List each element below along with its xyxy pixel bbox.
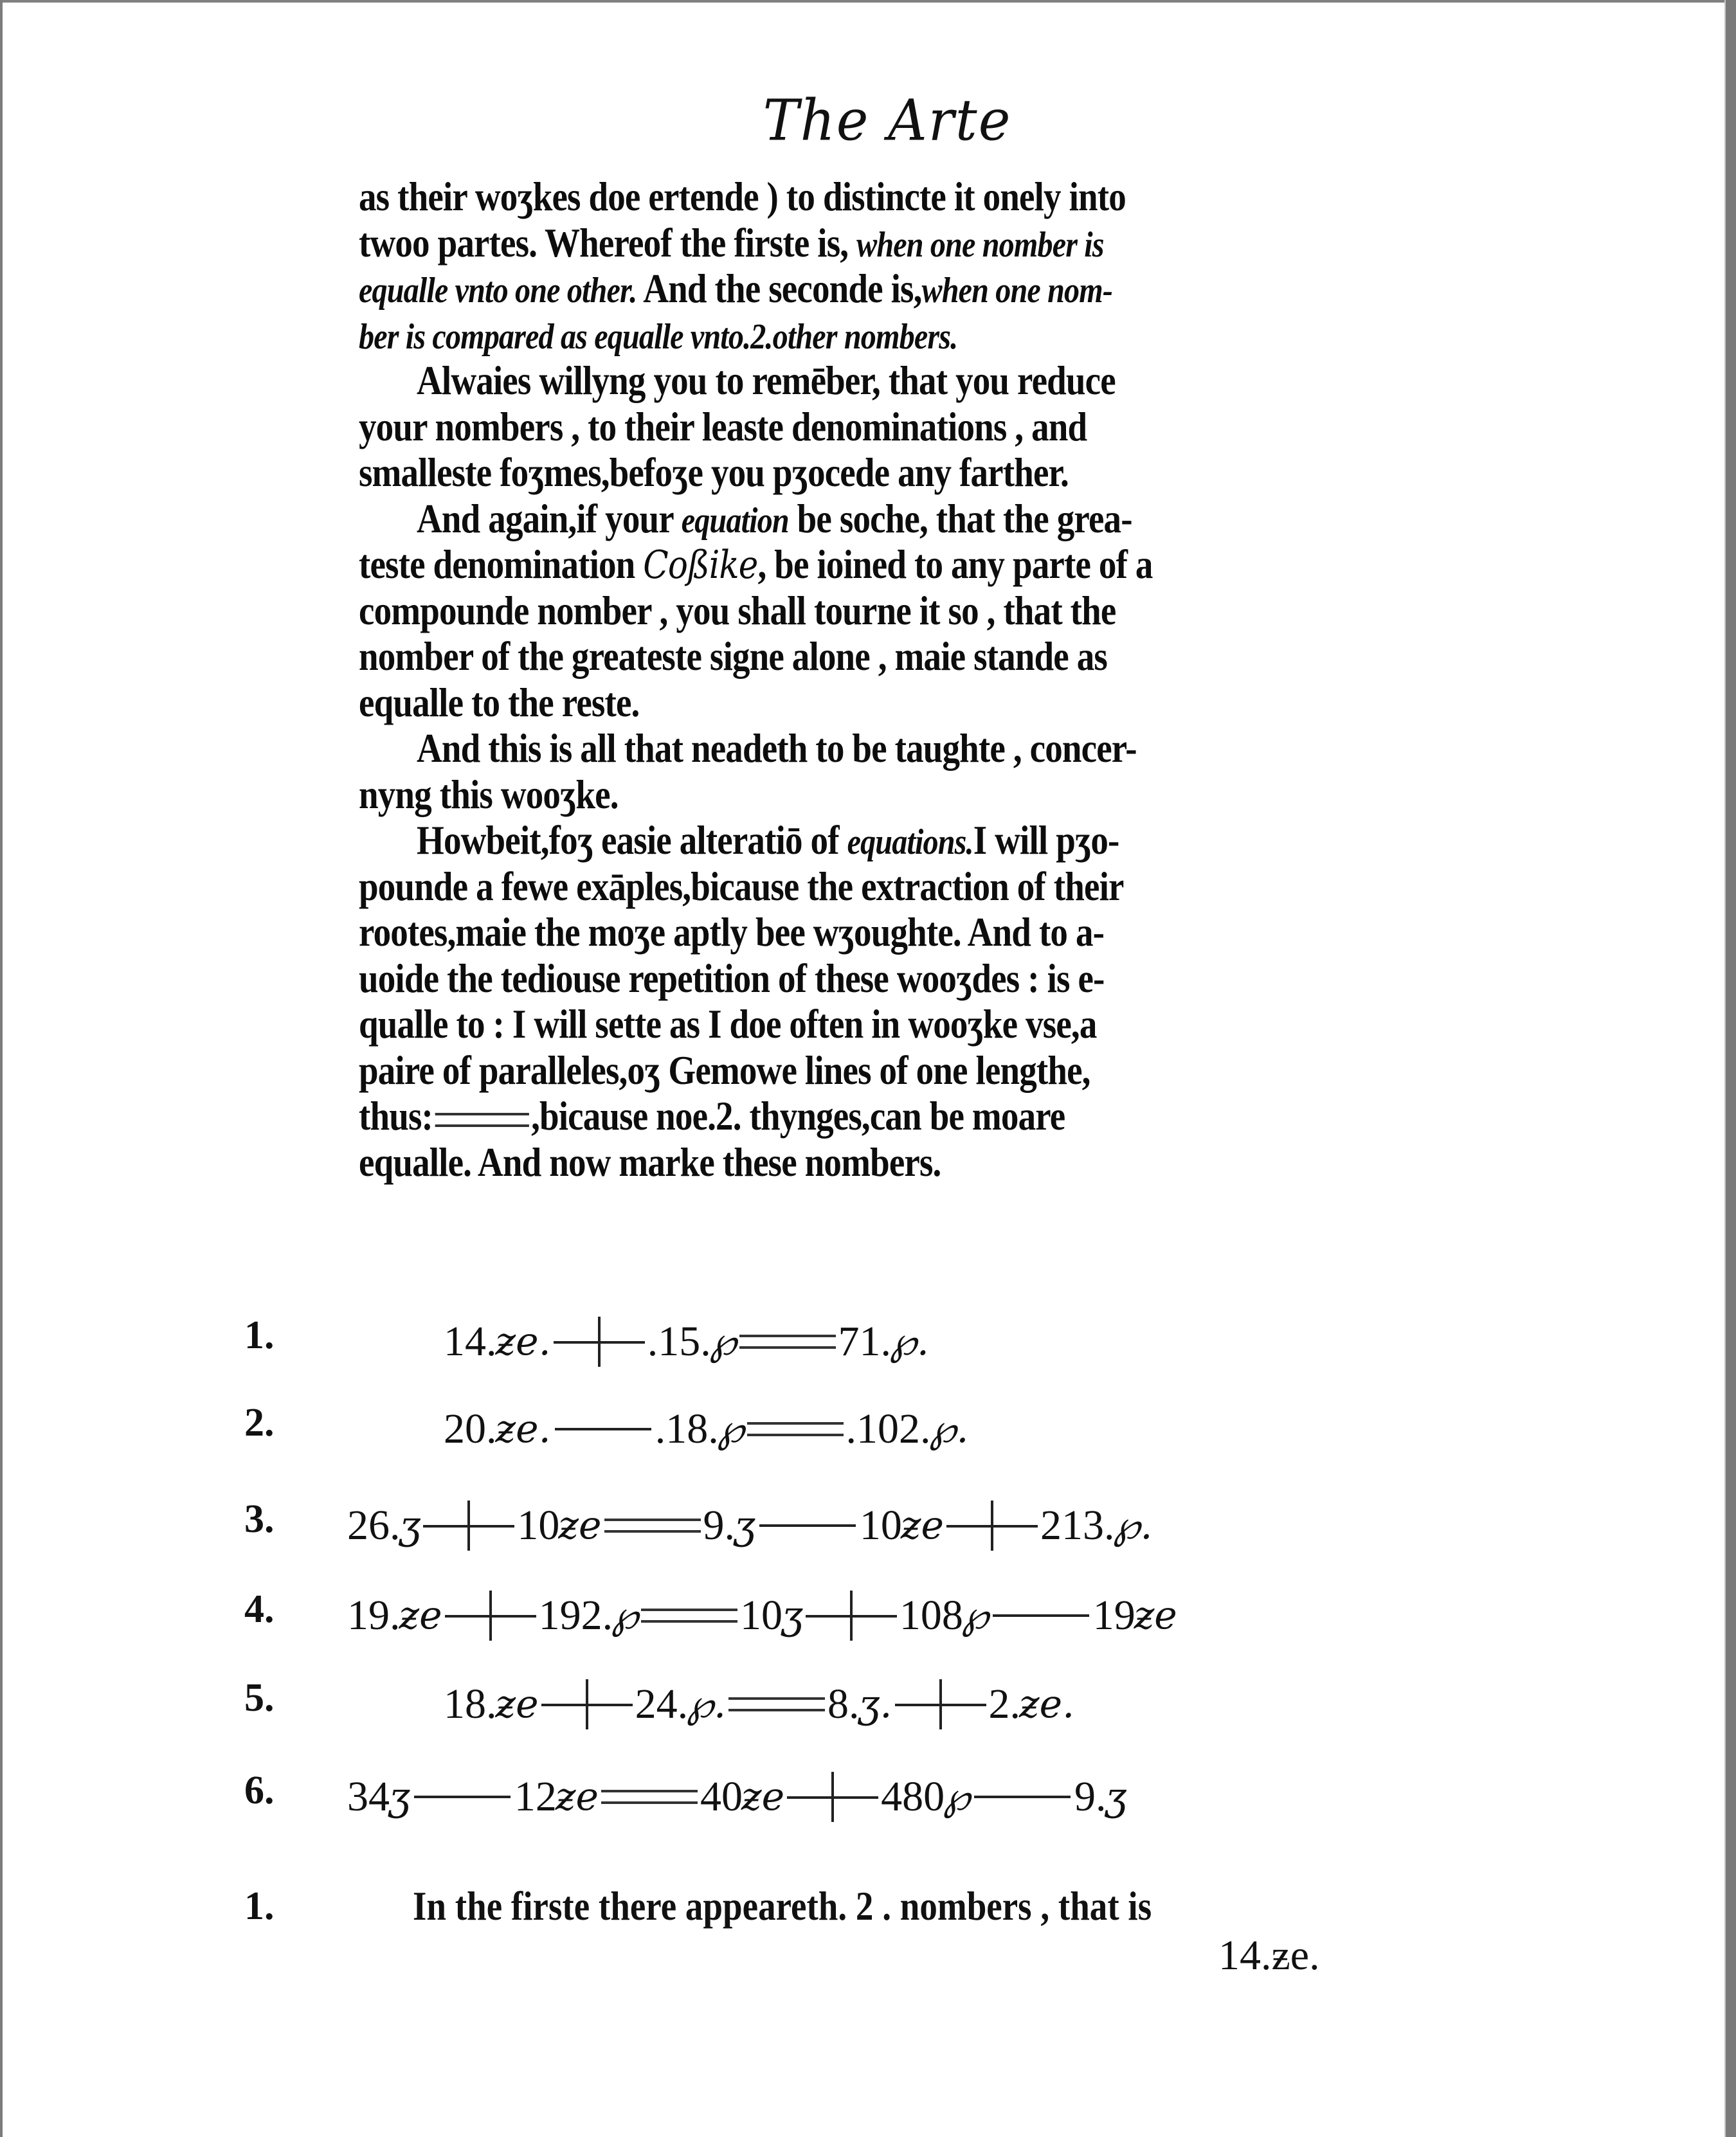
text-line xyxy=(359,312,1375,358)
text-line xyxy=(359,725,1375,771)
cossic-sign: ℘ xyxy=(611,1593,638,1638)
text-line-content xyxy=(359,588,1116,634)
cossic-sign: ʒ xyxy=(399,1503,421,1548)
minus-sign xyxy=(993,1614,1089,1617)
cossic-sign: ƶe. xyxy=(495,1407,551,1452)
text-run: pounde a fewe exāples,bicause the extraction of their xyxy=(359,863,1124,909)
equation-body xyxy=(347,1762,1126,1832)
plus-sign xyxy=(892,1675,989,1733)
plus-sign xyxy=(803,1587,900,1645)
coefficient: 108 xyxy=(899,1592,963,1639)
equation-row xyxy=(244,1580,1402,1651)
italic-run: equalle vnto one other. xyxy=(359,271,637,311)
cossic-sign: ƶe xyxy=(900,1503,944,1548)
coefficient: .18. xyxy=(655,1405,719,1452)
cossic-sign: ʒ xyxy=(1105,1774,1127,1819)
text-line xyxy=(359,496,1375,542)
text-run: twoo partes. Whereof the firste is, xyxy=(359,219,857,266)
text-line xyxy=(359,357,1375,404)
text-line xyxy=(359,771,1375,818)
coefficient: 9. xyxy=(1074,1773,1107,1820)
coefficient: 14. xyxy=(444,1318,497,1365)
text-line-content xyxy=(359,1047,1090,1094)
text-run: your nombers , to their leaste denominations , and xyxy=(359,403,1087,449)
equation-body xyxy=(444,1669,1074,1740)
text-run: equalle to the reste. xyxy=(359,679,640,725)
parallel-lines-equals-sign xyxy=(435,1113,529,1127)
plus-sign xyxy=(420,1497,517,1555)
text-line xyxy=(359,541,1375,588)
text-run: And the seconde is, xyxy=(637,266,922,311)
text-line xyxy=(359,266,1375,312)
cossic-sign: ƶe xyxy=(1134,1593,1177,1638)
coefficient: 12 xyxy=(514,1773,557,1820)
cossic-sign: ℘. xyxy=(929,1407,969,1452)
text-run: Howbeit,foʒ easie alteratiō of xyxy=(417,817,847,863)
cossic-sign: ƶe. xyxy=(1019,1682,1075,1727)
equation-body xyxy=(347,1490,1152,1561)
text-line xyxy=(359,1139,1375,1186)
minus-sign xyxy=(555,1428,651,1430)
coefficient: 9. xyxy=(703,1502,735,1549)
text-line-content xyxy=(417,817,1119,866)
text-run: Alwaies willyng you to remēber, that you reduce xyxy=(417,357,1116,403)
equation-number: 3. xyxy=(244,1497,275,1541)
explanation-text: In the firste there appeareth. 2 . nombers , that is xyxy=(413,1883,1152,1929)
cossic-sign: ƶe. xyxy=(495,1319,551,1364)
coefficient: 40 xyxy=(700,1773,743,1820)
text-line xyxy=(359,817,1375,863)
coefficient: 2. xyxy=(988,1681,1020,1727)
equals-sign xyxy=(601,1790,698,1804)
body-text xyxy=(359,174,1375,1185)
italic-run: when one nom⁠- xyxy=(921,271,1113,311)
equation-row xyxy=(244,1490,1402,1561)
text-run: uoide the tediouse repetition of these wooʒdes : is e- xyxy=(359,955,1105,1001)
text-run: qualle to : I will sette as I doe often in wooʒke vse,a xyxy=(359,1001,1097,1047)
cossic-sign: ƶe xyxy=(495,1682,539,1727)
minus-sign xyxy=(759,1524,856,1527)
text-line xyxy=(359,449,1375,496)
text-line xyxy=(359,174,1375,220)
text-line xyxy=(359,863,1375,910)
text-line xyxy=(359,955,1375,1002)
cossic-sign: ℘ xyxy=(961,1593,989,1638)
equation-row xyxy=(244,1306,1402,1377)
equation-number: 1. xyxy=(244,1313,275,1357)
coefficient: .15. xyxy=(647,1318,711,1365)
coefficient: 480 xyxy=(881,1773,945,1820)
plus-sign xyxy=(944,1497,1040,1555)
text-line xyxy=(359,588,1375,634)
text-line-content xyxy=(359,633,1107,680)
text-run: teste denomination xyxy=(359,541,644,587)
coefficient: 10 xyxy=(739,1592,782,1639)
cossic-sign: ƶe xyxy=(399,1593,442,1638)
cossic-sign: ℘. xyxy=(1113,1503,1153,1548)
cossic-sign: ƶe xyxy=(741,1774,785,1819)
text-run: nomber of the greateste signe alone , maie stande as xyxy=(359,633,1107,679)
text-run: ,bicause noe.2. thynges,can be moare xyxy=(531,1093,1065,1139)
equation-body xyxy=(444,1306,929,1377)
viewer-frame-right xyxy=(1726,0,1736,2137)
italic-run: Coßike xyxy=(643,543,758,588)
text-line-content xyxy=(359,955,1104,1002)
cossic-sign: ℘. xyxy=(890,1319,929,1364)
coefficient: 24. xyxy=(635,1681,689,1727)
text-line-content xyxy=(417,357,1116,404)
text-run: as their woʒkes doe ertende ) to distincte it onely into xyxy=(359,174,1126,219)
coefficient: 18. xyxy=(444,1681,497,1727)
cossic-sign: ℘ xyxy=(717,1407,745,1452)
cossic-sign: ℘ xyxy=(943,1774,970,1819)
text-line-content xyxy=(417,725,1137,771)
italic-run: equation xyxy=(681,500,789,541)
coefficient: 10 xyxy=(517,1502,560,1549)
equation-body xyxy=(444,1394,968,1465)
equation-number: 5. xyxy=(244,1676,275,1720)
cossic-sign: ℘. xyxy=(687,1682,727,1727)
text-line-content xyxy=(359,1139,941,1186)
text-line xyxy=(359,220,1375,266)
text-line xyxy=(359,909,1375,955)
cossic-sign: ƶe xyxy=(555,1774,599,1819)
text-run: I will pʒo- xyxy=(973,817,1119,863)
plus-sign xyxy=(551,1313,647,1371)
equals-sign xyxy=(728,1697,825,1711)
text-line-content xyxy=(359,680,639,726)
equals-sign xyxy=(641,1609,737,1623)
coefficient: 20. xyxy=(444,1405,497,1452)
plus-sign xyxy=(539,1675,635,1733)
text-line-content xyxy=(359,909,1104,955)
text-run: compounde nomber , you shall tourne it so , that the xyxy=(359,587,1116,633)
cossic-sign: ʒ xyxy=(734,1503,755,1548)
text-run: smalleste foʒmes,befoʒe you pʒocede any farther. xyxy=(359,449,1069,495)
text-run: thus: xyxy=(359,1093,433,1139)
cossic-sign: ʒ xyxy=(388,1774,410,1819)
text-line xyxy=(359,1047,1375,1094)
explanation-continuation: 14.ƶe. xyxy=(1218,1932,1320,1979)
italic-run: ber is compared as equalle vnto.2.other nombers. xyxy=(359,316,958,357)
text-line-content xyxy=(359,863,1124,910)
text-line-content xyxy=(359,1093,1065,1139)
coefficient: 71. xyxy=(838,1318,892,1365)
cossic-sign: ʒ. xyxy=(858,1682,892,1727)
equals-sign xyxy=(747,1422,844,1436)
equation-number: 6. xyxy=(244,1769,275,1812)
italic-run: equations. xyxy=(847,822,973,862)
italic-run: when one nomber is xyxy=(856,224,1104,265)
explanation-paragraph xyxy=(244,1880,1402,1938)
text-line-content xyxy=(359,1001,1096,1047)
text-line xyxy=(359,633,1375,680)
minus-sign xyxy=(974,1796,1071,1798)
coefficient: 19 xyxy=(1092,1592,1135,1639)
minus-sign xyxy=(414,1796,511,1798)
text-run: And again,if your xyxy=(417,495,682,541)
equation-row xyxy=(244,1669,1402,1740)
text-line-content xyxy=(359,312,957,361)
text-run: rootes,maie the moʒe aptly bee wʒoughte. And to a- xyxy=(359,909,1105,955)
equation-row xyxy=(244,1394,1402,1465)
equation-body xyxy=(347,1580,1177,1651)
equation-number: 4. xyxy=(244,1587,275,1631)
equals-sign xyxy=(604,1519,701,1533)
text-run: be soche, that the grea- xyxy=(788,495,1132,541)
coefficient: 192. xyxy=(538,1592,613,1639)
viewer-frame-top xyxy=(0,0,1736,3)
text-line xyxy=(359,1001,1375,1047)
text-line-content xyxy=(359,174,1126,220)
text-run: And this is all that neadeth to be taughte , concer- xyxy=(417,725,1137,771)
equation-row xyxy=(244,1762,1402,1832)
coefficient: 34 xyxy=(347,1773,390,1820)
equation-number: 2. xyxy=(244,1401,275,1445)
cossic-sign: ℘ xyxy=(709,1319,737,1364)
explanation-number: 1. xyxy=(244,1884,275,1928)
text-line-content xyxy=(359,541,1153,589)
coefficient: 8. xyxy=(827,1681,860,1727)
text-line-content xyxy=(359,449,1069,496)
text-line-content xyxy=(359,771,619,818)
plus-sign xyxy=(442,1587,539,1645)
text-run: nyng this wooʒke. xyxy=(359,771,619,817)
coefficient: .102. xyxy=(845,1405,931,1452)
text-line-content xyxy=(359,220,1104,269)
coefficient: 213. xyxy=(1040,1502,1115,1549)
plus-sign xyxy=(784,1768,881,1826)
text-line-content xyxy=(417,496,1132,545)
text-run: paire of paralleles,oʒ Gemowe lines of one lengthe, xyxy=(359,1047,1090,1093)
text-line xyxy=(359,404,1375,450)
text-run: equalle. And now marke these nombers. xyxy=(359,1139,941,1185)
coefficient: 19. xyxy=(347,1592,401,1639)
equals-sign xyxy=(739,1335,836,1349)
coefficient: 26. xyxy=(347,1502,401,1549)
running-head: The Arte xyxy=(763,87,1012,154)
text-line xyxy=(359,680,1375,726)
viewer-frame-left xyxy=(0,0,3,2137)
text-line-content xyxy=(359,404,1087,450)
text-line-content xyxy=(359,266,1112,314)
text-run: , be ioined to any parte of a xyxy=(757,541,1153,587)
cossic-sign: ʒ xyxy=(781,1593,803,1638)
coefficient: 10 xyxy=(859,1502,902,1549)
cossic-sign: ƶe xyxy=(558,1503,602,1548)
text-line xyxy=(359,1093,1375,1139)
